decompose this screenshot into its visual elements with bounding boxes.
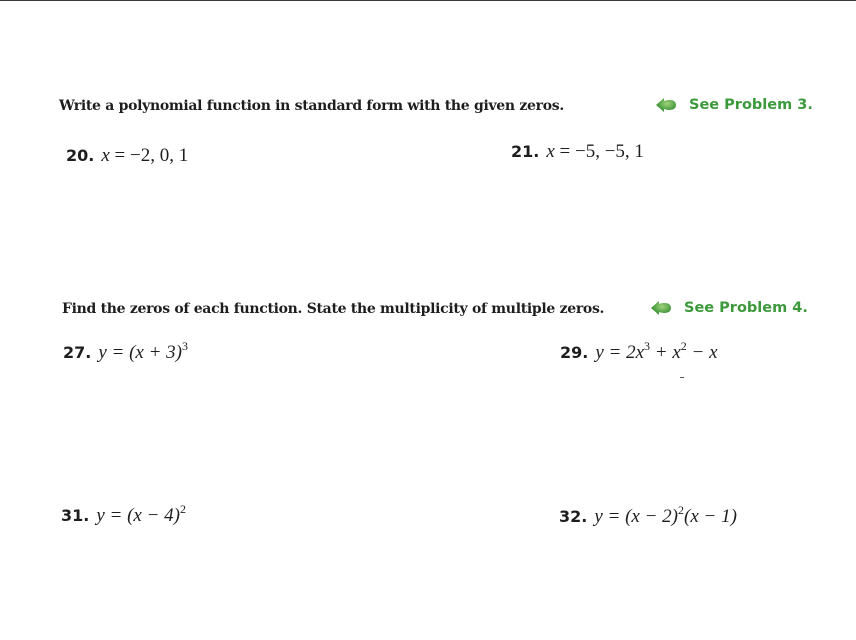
top-rule xyxy=(0,0,856,1)
expr-base: y = (x − 4) xyxy=(96,505,181,526)
problem-31 xyxy=(61,502,187,527)
expr-term-1: y = 2x xyxy=(595,342,645,363)
section2-instruction: Find the zeros of each function. State the multiplicity of multiple zeros. xyxy=(62,301,605,317)
see-problem-3-link[interactable] xyxy=(655,96,813,114)
see-problem-4-link[interactable] xyxy=(650,299,808,317)
problem-number: 29. xyxy=(560,343,589,362)
problem-number: 31. xyxy=(61,506,90,525)
expr-var: x xyxy=(101,145,110,166)
problem-expression xyxy=(594,503,737,528)
expr-term-2: + x xyxy=(650,342,681,363)
green-left-arrow-icon xyxy=(650,299,672,317)
green-left-arrow-icon xyxy=(655,96,677,114)
expr-exponent-1: 3 xyxy=(644,339,651,353)
expr-exponent: 2 xyxy=(180,502,187,516)
stray-mark xyxy=(680,377,684,378)
section1-instruction: Write a polynomial function in standard form with the given zeros. xyxy=(59,98,564,114)
problem-27 xyxy=(63,339,189,364)
expr-exponent: 2 xyxy=(678,503,685,517)
problem-number: 20. xyxy=(66,146,95,165)
problem-number: 21. xyxy=(511,142,540,161)
expr-var: x xyxy=(546,141,555,162)
problem-29 xyxy=(560,339,718,364)
expr-factor-2: (x − 1) xyxy=(684,506,737,527)
problem-20 xyxy=(66,145,188,167)
expr-base: y = (x + 3) xyxy=(98,342,183,363)
expr-exponent-2: 2 xyxy=(680,339,687,353)
problem-expression xyxy=(96,502,187,527)
problem-expression xyxy=(101,145,188,167)
problem-number: 27. xyxy=(63,343,92,362)
see-problem-label: See Problem 3. xyxy=(689,97,813,113)
problem-expression xyxy=(546,141,644,163)
expr-rhs: = −2, 0, 1 xyxy=(109,145,189,166)
expr-term-3: − x xyxy=(686,342,718,363)
problem-expression xyxy=(98,339,189,364)
problem-number: 32. xyxy=(559,507,588,526)
problem-21 xyxy=(511,141,644,163)
expr-exponent: 3 xyxy=(182,339,189,353)
expr-rhs: = −5, −5, 1 xyxy=(554,141,644,162)
see-problem-label: See Problem 4. xyxy=(684,300,808,316)
problem-32 xyxy=(559,503,737,528)
problem-expression xyxy=(595,339,718,364)
expr-factor-1: y = (x − 2) xyxy=(594,506,679,527)
